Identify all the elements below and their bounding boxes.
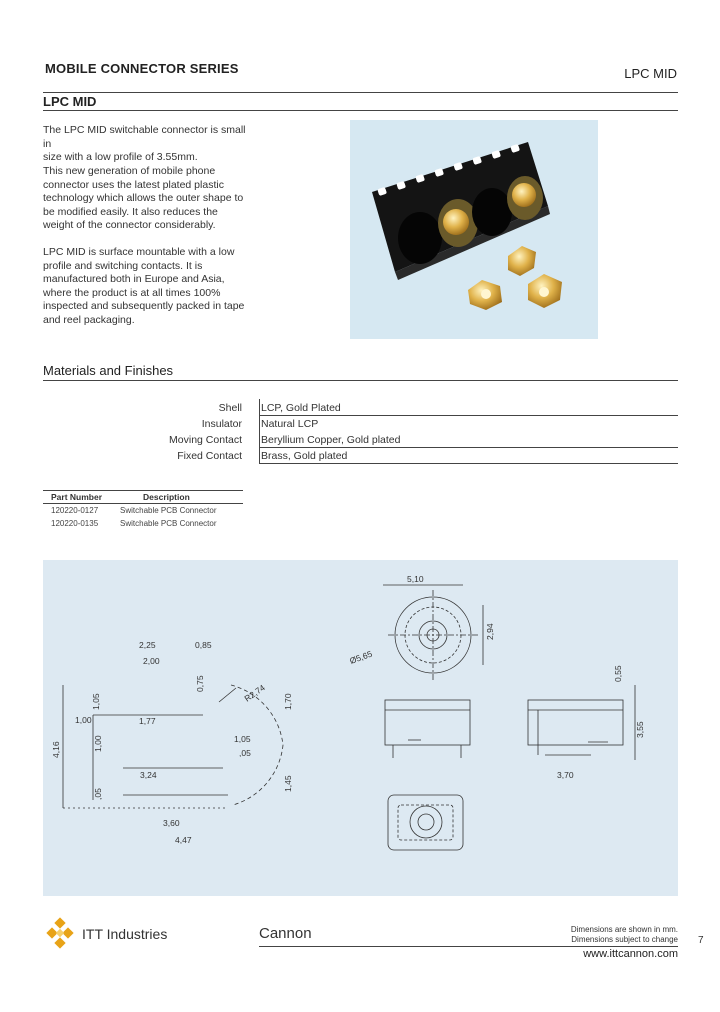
page-number: 7 [698,935,704,946]
section-rule [43,110,678,111]
product-name-header: LPC MID [624,66,677,81]
dim-label: 1,05 [91,693,101,710]
dimensions-note: Dimensions are shown in mm. [570,925,678,934]
moving-contact-label: Moving Contact [169,434,242,446]
dimensions-change-note: Dimensions subject to change [571,935,678,944]
dim-label: 2,00 [143,656,160,666]
part-number-header: Part Number [51,492,103,502]
materials-vertical-rule [259,399,260,464]
website-link[interactable]: www.ittcannon.com [583,948,678,960]
header-rule [43,92,678,93]
dim-label: 4,47 [175,835,192,845]
series-title: MOBILE CONNECTOR SERIES [45,61,239,76]
dim-label: 3,24 [140,770,157,780]
dim-label: ,05 [93,788,103,800]
dim-label: 2,94 [485,623,495,640]
dim-label: 0,85 [195,640,212,650]
dim-label: 1,45 [283,775,293,792]
materials-row-rule [259,463,678,464]
materials-row-rule [259,415,678,416]
dim-label: 0,55 [613,665,623,682]
dim-label: Ø5,65 [348,648,374,666]
parts-rule [43,503,243,504]
dim-label: 1,70 [283,693,293,710]
description-cell: Switchable PCB Connector [120,519,217,528]
dim-label: 3,55 [635,721,645,738]
dim-label: 0,75 [195,675,205,692]
parts-rule [43,490,243,491]
part-number-cell: 120220-0127 [51,506,99,515]
product-photo [350,120,598,339]
dim-label: 3,60 [163,818,180,828]
dim-label: 1,00 [75,715,92,725]
dim-label: R2,74 [242,682,267,704]
technical-drawing [43,560,678,896]
dim-label: 1,05 [234,734,251,744]
shell-value: LCP, Gold Plated [261,402,341,414]
dim-label: 1,00 [93,735,103,752]
fixed-contact-label: Fixed Contact [177,450,242,462]
dim-label: 5,10 [407,574,424,584]
itt-logo-icon [44,917,76,949]
cannon-brand: Cannon [259,925,312,942]
footer-rule [259,946,678,947]
itt-industries-brand: ITT Industries [82,926,168,942]
intro-paragraph-2: This new generation of mobile phone connector uses the latest plated plastic technology which allows the outer shape to be modified easily. It also reduces the weight of the connector considerably. [43,165,244,232]
moving-contact-value: Beryllium Copper, Gold plated [261,434,401,446]
materials-row-rule [259,447,678,448]
part-number-cell: 120220-0135 [51,519,99,528]
dim-label: 2,25 [139,640,156,650]
shell-label: Shell [218,402,242,414]
intro-paragraph-3: LPC MID is surface mountable with a low profile and switching contacts. It is manufactured both in Europe and Asia, where the product is at all times 100% inspected and subsequently packed in tape and reel packaging. [43,246,245,326]
materials-title: Materials and Finishes [43,363,174,378]
fixed-contact-value: Brass, Gold plated [261,450,348,462]
dim-label: ,05 [239,748,251,758]
section-title: LPC MID [43,94,97,109]
dim-label: 1,77 [139,716,156,726]
dim-label: 4,16 [51,741,61,758]
intro-paragraph-1: The LPC MID switchable connector is small in size with a low profile of 3.55mm. [43,124,246,164]
description-header: Description [143,492,190,502]
materials-rule [43,380,678,381]
insulator-label: Insulator [201,418,242,430]
insulator-value: Natural LCP [261,418,319,430]
dim-label: 3,70 [557,770,574,780]
description-cell: Switchable PCB Connector [120,506,217,515]
